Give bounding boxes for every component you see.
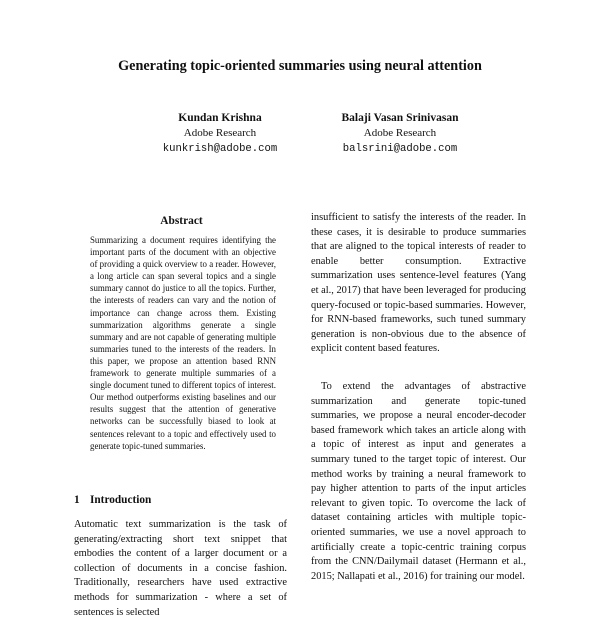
paper-title: Generating topic-oriented summaries using neural attention	[118, 58, 482, 74]
author-affiliation: Adobe Research	[363, 127, 437, 139]
author-email: kunkrish@adobe.com	[162, 143, 278, 155]
author-name: Kundan Krishna	[178, 112, 262, 124]
section-heading-introduction	[74, 494, 151, 506]
author-email: balsrini@adobe.com	[342, 143, 458, 155]
intro-paragraph-right-1: insufficient to satisfy the interests of the reader. In these cases, it is desirable to produce summaries that are aligned to the topical interests of reader to enable better consumption. Extractive summarization uses sentence-level features (Yang et al., 2017) that have been leveraged for producing query-focused or topic-based summaries. However, for RNN-based frameworks, such tuned summary generation is non-obvious due to the absence of explicit content based features.	[311, 212, 526, 355]
section-title: Introduction	[90, 494, 152, 506]
author-name: Balaji Vasan Srinivasan	[341, 112, 459, 124]
intro-paragraph-right-2: To extend the advantages of abstractive summarization and generate topic-tuned summaries, we propose a neural encoder-decoder based framework which takes an article along with a topic of interest as input and generates a summary tuned to the target topic of interest. Our method works by training a neural framework to pay higher attention to parts of the input articles relevant to given topic. To overcome the lack of dataset containing articles with multiple topic-oriented summaries, we use a novel approach to artificially create a topic-centric training corpus from the CNN/Dailymail dataset (Hermann et al., 2015; Nallapati et al., 2016) for training our model.	[311, 381, 526, 582]
abstract-heading: Abstract	[160, 215, 203, 227]
author-block-2	[290, 111, 510, 157]
abstract-text: Summarizing a document requires identifying the important parts of the document with an objective of providing a quick overview to a reader. However, a long article can span several topics and a single summary cannot do justice to all the topics. Further, the interests of readers can vary and the notion of importance can change across them. Existing summarization algorithms generate a single summary and are not capable of generating multiple summaries tuned to the interests of the readers. In this paper, we propose an attention based RNN framework to generate multiple summaries of a single document tuned to different topics of interest. Our method outperforms existing baselines and our results suggest that the attention of generative networks can be successfully biased to look at sentences relevant to a topic and effectively used to generate topic-tuned summaries.	[90, 235, 276, 451]
intro-paragraph-left: Automatic text summarization is the task of generating/extracting short text snippet that embodies the content of a larger document or a collection of documents in a concise fashion. Traditionally, researchers have used extractive methods for summarization - where a set of sentences is selected	[74, 519, 287, 618]
section-number: 1	[74, 494, 80, 506]
author-affiliation: Adobe Research	[183, 127, 257, 139]
